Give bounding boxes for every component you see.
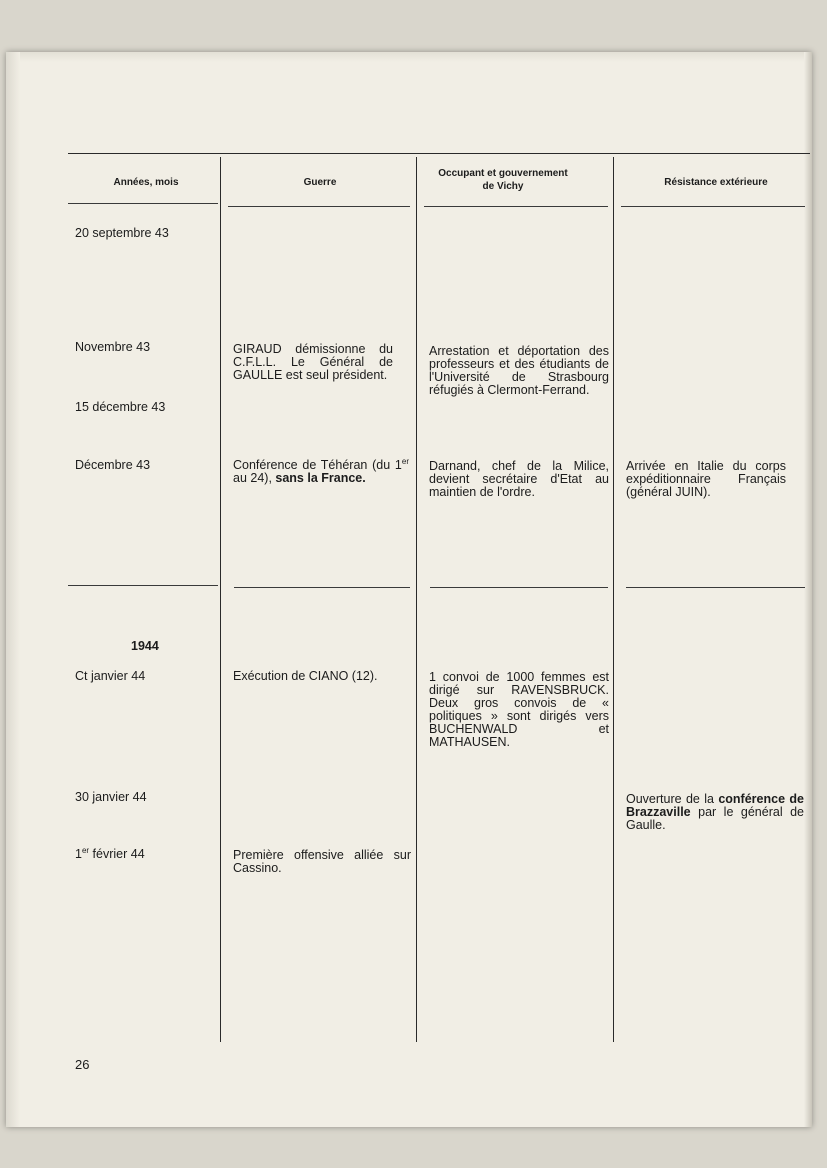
table-top-rule [68,153,810,154]
occupant-janvier-44: 1 convoi de 1000 femmes est dirigé sur RAVENSBRUCK. Deux gros convois de « politiques » sont dirigés vers BUCHENWALD et MATHAUSEN. [429,670,609,749]
page-number: 26 [75,1057,90,1072]
date-1er-fevrier-44: 1er février 44 [75,845,145,861]
header-guerre: Guerre [303,177,337,188]
resistance-30-janvier-44: Ouverture de la conférence de Brazzaville par le général de Gaulle. [626,792,804,832]
guerre-decembre-43: Conférence de Téhéran (du 1er au 24), sans la France. [233,456,409,485]
header-underline-col2 [228,206,410,207]
guerre-janvier-44: Exécution de CIANO (12). [233,669,378,683]
header-annees-mois: Années, mois [113,177,179,188]
guerre-fevrier-44: Première offensive alliée sur Cassino. [233,848,411,875]
header-underline-col4 [621,206,805,207]
date-decembre-43: Décembre 43 [75,458,151,472]
date-20-septembre-43: 20 septembre 43 [75,226,169,240]
occupant-decembre-43: Darnand, chef de la Milice, devient secrétaire d'Etat au maintien de l'ordre. [429,459,609,499]
section-rule-col2 [234,587,410,588]
column-divider-2 [416,157,417,1042]
section-rule-col4 [626,587,805,588]
page-binding-shadow [6,52,20,1127]
header-underline-col3 [424,206,608,207]
header-underline-col1 [68,203,218,204]
date-15-decembre-43: 15 décembre 43 [75,400,166,414]
resistance-decembre-43: Arrivée en Italie du corps expéditionnaire Français (général JUIN). [626,459,786,499]
section-rule-col1 [68,585,218,586]
column-divider-1 [220,157,221,1042]
year-1944: 1944 [131,639,159,653]
header-resistance: Résistance extérieure [664,177,768,188]
guerre-novembre-43: GIRAUD démissionne du C.F.L.L. Le Général de GAULLE est seul président. [233,342,393,382]
page-right-edge [804,52,812,1127]
occupant-novembre-43: Arrestation et déportation des professeurs et des étudiants de l'Université de Strasbourg réfugiés à Clermont-Ferrand. [429,344,609,397]
header-occupant: Occupant et gouvernement de Vichy [438,168,568,192]
date-30-janvier-44: 30 janvier 44 [75,790,147,804]
date-janvier-44: Ct janvier 44 [75,669,146,683]
section-rule-col3 [430,587,608,588]
date-novembre-43: Novembre 43 [75,340,151,354]
document-page [6,52,812,1127]
page-top-edge [6,52,812,62]
column-divider-3 [613,157,614,1042]
